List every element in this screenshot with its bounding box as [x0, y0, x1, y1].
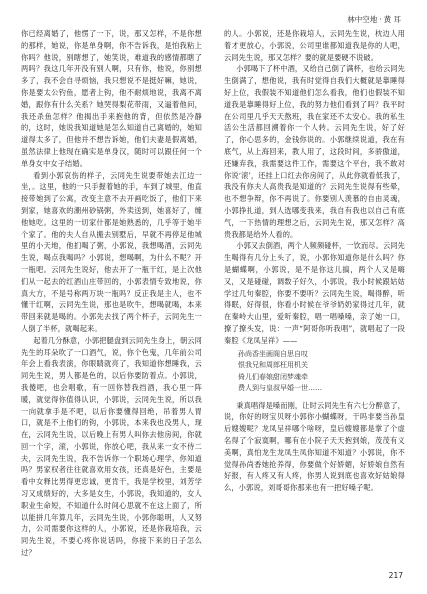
paragraph: 起着几分酥意，小郭把腿盘到云同先生身上，朝云同先生的耳朵吹了一口酒气，说，你个色鬼，几年前公司年会上看我表演，你眼睛就亮了，我知道你想睡我，云同先生说，男人都是色的，以后你要防着点。小郭说，我傻吧，也会唱歌，有一回你替我挡酒，我心里一阵暖，就觉得你值得认识，小郭说，云同先生说，所以我一向就拿手是不吧，以后你要懂得回绝，吊着男人胃口，就是不上他们的钩，小郭说，本来我也没男人，现在，云同先生说，以后晚上有男人叫你去他房间，你就回一个字，滚，小郭说，你放心吧，我从来一女不侍二夫，云同先生说，我不告诉你一个职场心理学，你知道吗？男家权者往往就喜欢用女孩，还真是好色，主要是看中女释比男得更忠诚，更肯干，我是学校里，刘芳学习又成绩好的，大多是女生，小郭说，我知道的，女人职业生命短，不知道什么时间心思就不在这上面了，所以能拼几年算几年，云同先生说，小郭你聪明，人又努力，公司需要你这样的人，小郭说，还是你栽培我，云同先生说，不要心疼你说话吗，你接下来的日子怎么过？ [21, 335, 202, 558]
running-header [347, 14, 401, 25]
verse-line: 倚儿们春娘甜闭梦魂牵 [238, 372, 308, 381]
paragraph: 小郭又去倒酒，两个人频频碰杯，一饮而尽。云同先生喝得有几分上头了，说，小郭你知道你是什么吗？你是蝴蝶啊，小郭说，是不是你这儿搞，两个人又是嗨又，又是碰碰，调数子好久，小郭说，我小时候跟姑姑学过几句秦腔，你要不要听？云同先生说，喝得醉，听得眠，好得很，你看小时候在爷爷奶奶家得过几年，就在秦岭大山里，爱听秦腔，唱一唱嗓嗓，亲了她一口，撩了撩头发，说：一声“阿哥你听我唱”，就唱起了一段秦腔《龙凤呈祥》—— [224, 241, 405, 345]
left-text-column [21, 28, 202, 574]
verse-block [224, 349, 405, 395]
header-author: 黄 耳 [383, 15, 401, 24]
header-separator: · [379, 15, 382, 24]
paragraph: 秉真唱得是嗓而刚，让时云同先生有六七分醉意了，说，你好的呀宝贝呀小郭你小蝴蝶呀，干吗非要当孙皇后嫂嫂呢？龙凤呈祥哪个啥呀，皇后嫂嫂都是掌了个虚名得了个寂寞啊，哪有在小院子天天抱到娘，茂茂有义美啊，真怕龙生龙凤生凤你知道不知道？小郭说，你不觉得孙尚香她抢养得，你要做个好娇媚，好娇娘自然有好报，有人疼又有人疼，你男人说到底也喜欢好姑娘得么，小郭说，刘哥哥你那来也有一把好嗓子呢。 [224, 400, 405, 493]
paragraph: 你已经离婚了，他愣了一下，说，那又怎样，不是你想的那样，她说，你是单身啊，你不告诉我，是怕我粘上你吗？他说，别瞎想了，她笑说，难道我的感情都瞎了两吗？我这几年开没有别人啊，只有你，他说，你别想多了，我不会自寻烦恼，我只想说不是挺好嘛，她说，你是要太公钓鱼，愿者上钩，他不耐烦地说，我离不离婚，跟你有什么关系？她哭得梨花带雨，又逼着他问，我还杀鱼怎样？他揭出手来抱他的背，但依然是冷静的，这时，她说我知道她是怎么知道自己离婚的，她知道得太多了，但他并不想告诉她，他们夫妻是假离婚，虽然法律上他现在确实是单身汉，随时可以跟任何一个单身女中女子结婚。 [21, 29, 202, 168]
header-title: 林中空地 [347, 15, 378, 24]
page-number: 217 [388, 571, 403, 580]
right-text-column [224, 28, 405, 574]
verse-line: 孙尚香坐画阁自思自叹 [238, 349, 308, 358]
verse-line: 恨我兄和周郎枉用机关 [238, 361, 308, 370]
paragraph: 看到小郭哀伤的样子，云同先生说要带她去江边一坐，。这里，他的一只手握着她的手，车到了城里，他直接带她到了公寓，改变主意不去开画吃饭了，他们下来到家，她喜欢的潮州砂锅粥，外卖送到，她喜好了，缠他她吃。这里的一切家什都是她熟悉的，几乎等于她半个家了。他的夫人自从搬去别墅后，早就不再停足他城里的小天地，他扪喝了粥，小郭说，我想喝酒，云同先生说，喝点我喝吗？小郭说，想喝啊，为什么不呢？开一瓶吧。云同先生说好，他去开了一瓶干红，是上次他们从一起去的红酒山庄带回的，小郭表情专致地说，你真大方，不是号称两万块一瓶吗？反正我是主人，也不懂干红啊，云同先生说，那也是吹牛，想喝就喝，本来带回来就是喝的。小郭先去找了两个杯子，云同先生一人倒了半杯，就喝起来。 [21, 170, 202, 333]
paragraph: 小郭喝下了杯中酒，又给自己倒了满杯，也给云同先生倒满了，想他说，我有时觉得自我们大概就是靠睡得好上位，我假装不知道他们怎么看我，他们也假装不知道我是靠睡得好上位，我的努力他们看到了吗？我平时在公司里几乎天天熬班，我在家还不太安心。我的私生活公生活都回溯着你一个人转。云同先生说，好了好了，你心思多的，金钱你说的。小郭继续说道，我在有底气，从上海回来，教人用了，这段时间，多骄傲道，还嫌弃我，我需要这件工作，需要这个平台，我不敢对你说‘滚’，还挂上口红去你房间了，从此你就看低我了，我没有你夫人高贵我是知道的？云同先生说得有些晕，也不想争辩，你不再说了。你要别人羡慕的自由灵魂，小郭挣扎道，到人选哪变我来，我自有我也以自己有底气，一下热情的理想之后，云同先生说，那又怎样？高贵我都是给外人看的。 [224, 64, 405, 239]
paragraph: 的人。小郭说，还是你栽培人，云同先生说，枕边人用着才更放心，小郭说，公司里谁都知道我是你的人吧，云同先生说，那又怎样？要的就是要硬不说破。 [224, 29, 405, 62]
verse-line: 费人到与皇叔早婚一世…… [238, 384, 322, 393]
